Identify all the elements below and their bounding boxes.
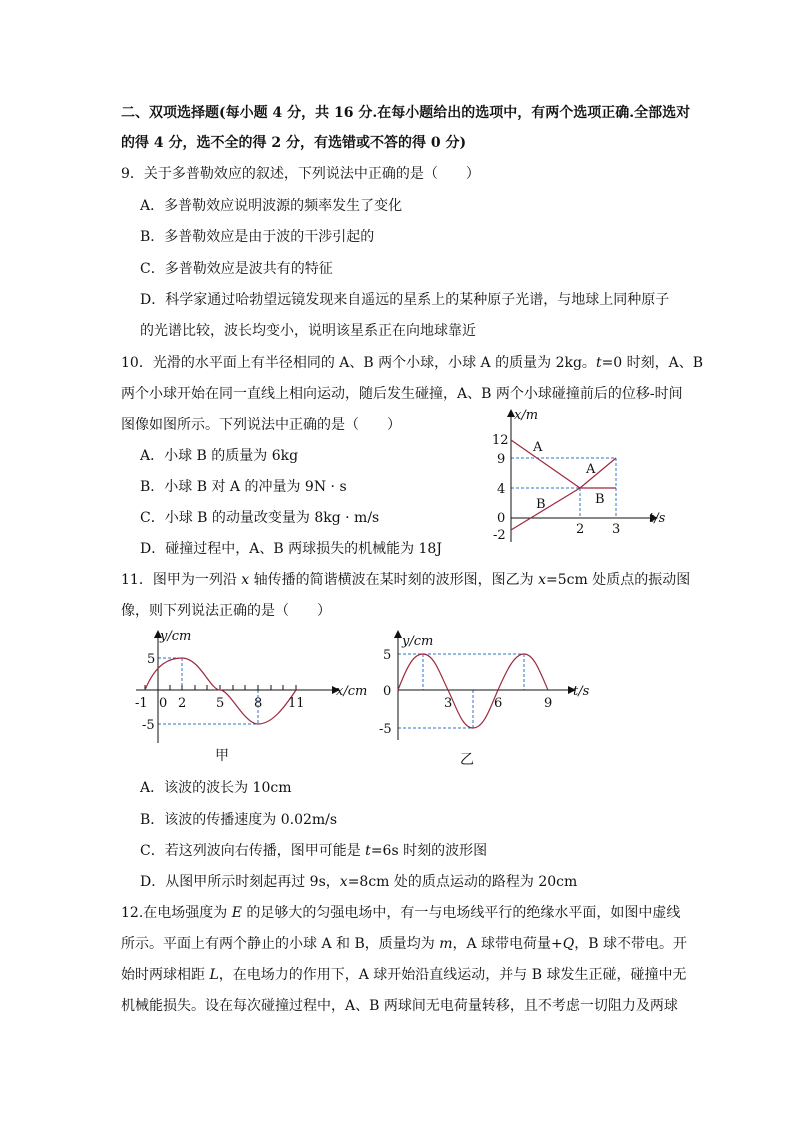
q10-stem-part2: =0 时刻，A、B (601, 355, 704, 371)
q10-line-a-before (511, 440, 580, 488)
q11-option-a: A．该波的波长为 10cm (140, 780, 292, 796)
q10-tick-t2: 2 (576, 522, 585, 537)
q9-stem: 9．关于多普勒效应的叙述，下列说法中正确的是（ ） (121, 166, 480, 182)
q12-line2 (121, 934, 687, 954)
q11-option-c-t: t (365, 843, 371, 859)
q10-tick-t3: 3 (612, 522, 621, 537)
q10-tick-y0: 0 (497, 511, 506, 526)
q12-L: L (209, 967, 219, 983)
q10-tick-y9: 9 (497, 452, 506, 467)
q10-stem-line2: 两个小球开始在同一直线上相向运动，随后发生碰撞，A、B 两个小球碰撞前后的位移-时间 (121, 386, 683, 402)
q11-graph-jia (126, 628, 376, 768)
q11-option-d-part2: =8cm 处的质点运动的路程为 20cm (347, 874, 578, 890)
jia-y-axis-label: y/cm (160, 629, 192, 644)
q10-xt-graph (478, 405, 668, 550)
yi-tick-t6: 6 (494, 696, 503, 711)
q10-label-b-after: B (595, 492, 605, 507)
q12-E: E (231, 905, 242, 921)
q11-option-c-part1: C．若这列波向右传播，图甲可能是 (140, 843, 366, 859)
q12-Q: Q (562, 936, 575, 952)
q11-stem-x2: x (538, 572, 546, 588)
jia-wave-curve (145, 658, 296, 724)
q10-label-b-before: B (536, 497, 546, 512)
q10-tick-y12: 12 (492, 433, 509, 448)
q10-option-b: B．小球 B 对 A 的冲量为 9N · s (140, 479, 347, 495)
q9-option-c: C．多普勒效应是波共有的特征 (140, 261, 333, 277)
q11-stem-part1: 11．图甲为一列沿 (121, 572, 242, 588)
q10-label-a-before: A (533, 440, 543, 455)
q11-stem-line2: 像，则下列说法正确的是（ ） (121, 603, 331, 619)
jia-caption: 甲 (215, 748, 229, 764)
jia-tick-x11: 11 (288, 696, 305, 711)
yi-x-axis-label: t/s (573, 684, 590, 699)
yi-tick-y-neg5: -5 (379, 722, 392, 737)
q10-y-axis-label: x/m (514, 408, 539, 423)
q12-line1 (121, 903, 680, 923)
q10-stem-line3: 图像如图所示。下列说法中正确的是（ ） (121, 417, 401, 433)
q12-line2-part2: ，A 球带电荷量+ (452, 936, 563, 952)
jia-tick-x8: 8 (254, 696, 263, 711)
section-heading-line1: 二、双项选择题(每小题 4 分，共 16 分.在每小题给出的选项中，有两个选项正确.全部选对 (121, 105, 691, 121)
q10-x-axis-label: t/s (649, 511, 666, 526)
q10-stem-line1 (121, 353, 703, 373)
q11-stem-part3: =5cm 处质点的振动图 (545, 572, 691, 588)
jia-x-ticks (145, 685, 296, 690)
yi-y-axis-label: y/cm (402, 634, 434, 649)
jia-tick-x2: 2 (178, 696, 187, 711)
q12-line2-part3: ，B 球不带电。开 (574, 936, 688, 952)
q10-label-a-after: A (586, 462, 596, 477)
q11-stem-x: x (241, 572, 250, 588)
section-heading-line2: 的得 4 分，选不全的得 2 分，有选错或不答的得 0 分) (121, 135, 467, 151)
q11-option-d-part1: D．从图甲所示时刻起再过 9s， (140, 874, 340, 890)
q12-line3 (121, 965, 687, 985)
q11-stem-part2: 轴传播的简谐横波在某时刻的波形图，图乙为 (249, 572, 539, 588)
q10-option-a: A．小球 B 的质量为 6kg (140, 448, 299, 464)
yi-tick-y5: 5 (383, 648, 392, 663)
q11-option-c-part2: =6s 时刻的波形图 (370, 843, 488, 859)
q9-option-a: A．多普勒效应说明波源的频率发生了变化 (140, 198, 403, 214)
q10-option-d: D．碰撞过程中，A、B 两球损失的机械能为 18J (140, 541, 442, 557)
q11-option-c (140, 841, 487, 861)
q12-line2-part1: 所示。平面上有两个静止的小球 A 和 B，质量均为 (121, 936, 440, 952)
q12-line4: 机械能损失。设在每次碰撞过程中，A、B 两球间无电荷量转移，且不考虑一切阻力及两球 (121, 998, 678, 1014)
yi-tick-t3: 3 (444, 696, 453, 711)
jia-tick-x-neg1: -1 (135, 696, 148, 711)
q12-line3-part1: 始时两球相距 (121, 967, 210, 983)
q11-stem-line1 (121, 570, 690, 590)
yi-tick-y0: 0 (383, 684, 392, 699)
q10-option-c: C．小球 B 的动量改变量为 8kg · m/s (140, 510, 380, 526)
q11-option-d (140, 872, 577, 892)
q10-stem-part1: 10．光滑的水平面上有半径相同的 A、B 两个小球，小球 A 的质量为 2kg。 (121, 355, 596, 371)
yi-caption: 乙 (460, 752, 474, 768)
q11-option-d-x: x (339, 874, 348, 890)
q9-option-b: B．多普勒效应是由于波的干涉引起的 (140, 229, 375, 245)
jia-tick-x5: 5 (216, 696, 225, 711)
yi-tick-t9: 9 (544, 696, 553, 711)
q10-stem-t: t (595, 355, 602, 371)
q12-line1-part1: 12.在电场强度为 (121, 905, 232, 921)
q10-tick-y-neg2: -2 (493, 528, 506, 543)
q9-option-d-line2: 的光谱比较，波长均变小，说明该星系正在向地球靠近 (140, 323, 476, 339)
q12-m: m (439, 936, 453, 952)
jia-tick-y-neg5: -5 (142, 718, 155, 733)
q12-line3-part2: ，在电场力的作用下，A 球开始沿直线运动，并与 B 球发生正碰，碰撞中无 (218, 967, 687, 983)
q12-line1-part2: 的足够大的匀强电场中，有一与电场线平行的绝缘水平面，如图中虚线 (241, 905, 681, 921)
jia-tick-x0: 0 (159, 696, 168, 711)
q11-option-b: B．该波的传播速度为 0.02m/s (140, 812, 338, 828)
jia-x-axis-label: x/cm (336, 684, 368, 699)
jia-tick-y5: 5 (147, 652, 156, 667)
q10-tick-y4: 4 (497, 482, 506, 497)
q9-option-d-line1: D．科学家通过哈勃望远镜发现来自遥远的星系上的某种原子光谱，与地球上同种原子 (140, 292, 670, 308)
q11-graph-yi (374, 628, 604, 768)
